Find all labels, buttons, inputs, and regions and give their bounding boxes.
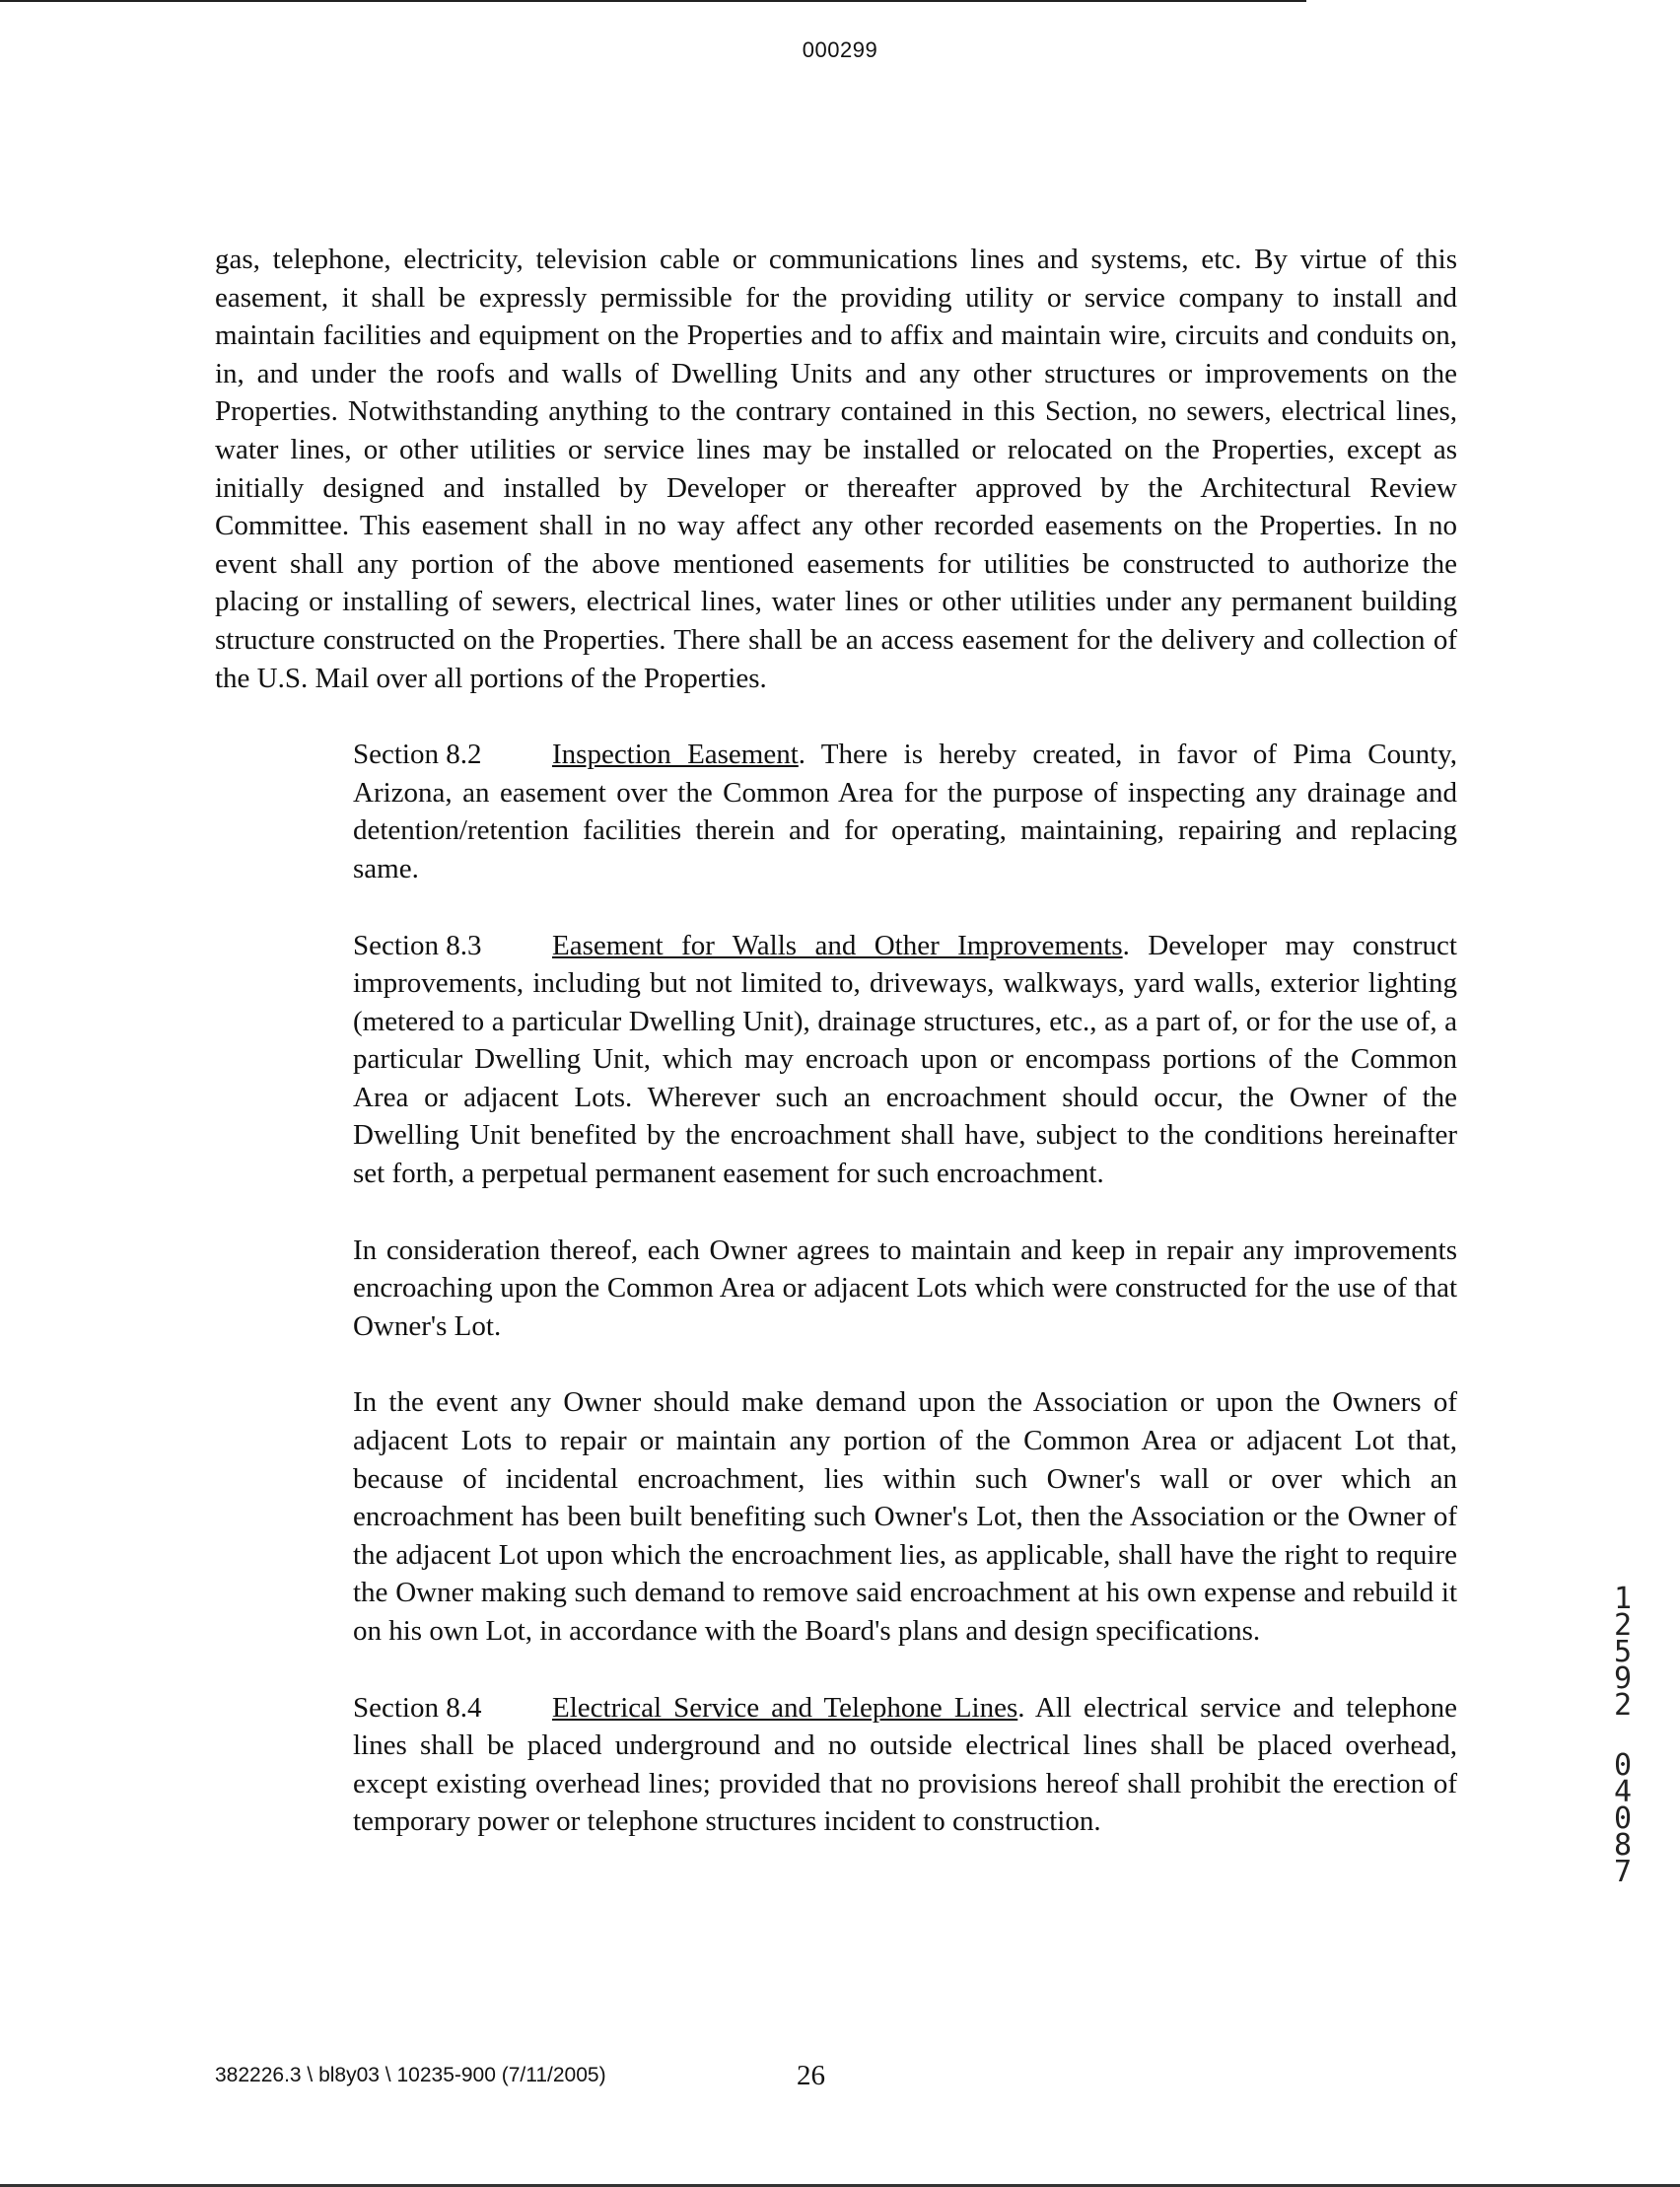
stamp-digit: 7 bbox=[1613, 1855, 1633, 1889]
paragraph-owner-demand: In the event any Owner should make demand upon the Association or upon the Owners of adjacent Lots to repair or maintain any portion of the Common Area or adjacent Lot that, because of incidental encroachment, lies within such Owner's wall or over which an encroachment has been built benefiting such Owner's Lot, then the Association or the Owner of the adjacent Lot upon which the encroachment lies, as applicable, shall have the right to require the Owner making such demand to remove said encroachment at his own expense and rebuild it on his own Lot, in accordance with the Board's plans and design specifications. bbox=[353, 1386, 1457, 1647]
paragraph-consideration: In consideration thereof, each Owner agrees to maintain and keep in repair any improvements encroaching upon the Common Area or adjacent Lots which were constructed for the use of that Owner's Lot. bbox=[353, 1234, 1457, 1342]
section-8-4 bbox=[215, 1689, 1457, 1841]
section-8-4-number: Section 8.4 bbox=[353, 1691, 482, 1724]
stamp-digit: 9 bbox=[1613, 1661, 1633, 1696]
stamp-digit: 1 bbox=[1613, 1582, 1633, 1616]
stamp-digit: 8 bbox=[1613, 1828, 1633, 1863]
bates-number: 000299 bbox=[802, 37, 878, 62]
footer-page-number: 26 bbox=[797, 2060, 825, 2091]
stamp-gap bbox=[1607, 1719, 1639, 1752]
section-8-2 bbox=[215, 736, 1457, 887]
stamp-digit: 0 bbox=[1613, 1748, 1633, 1783]
stamp-digit: 2 bbox=[1613, 1688, 1633, 1723]
document-body bbox=[215, 241, 1457, 1879]
section-8-2-number: Section 8.2 bbox=[353, 739, 482, 771]
paragraph-utilities-easement: gas, telephone, electricity, television cable or communications lines and systems, etc. By virtue of this easement, it shall be expressly permissible for the providing utility or service company to install and maintain facilities and equipment on the Properties and to affix and maintain wire, circuits and conduits on, in, and under the roofs and walls of Dwelling Units and any other structures or improvements on the Properties. Notwithstanding anything to the contrary contained in this Section, no sewers, electrical lines, water lines, or other utilities or service lines may be installed or relocated on the Properties, except as initially designed and installed by Developer or thereafter approved by the Architectural Review Committee. This easement shall in no way affect any other recorded easements on the Properties. In no event shall any portion of the above mentioned easements for utilities be constructed to authorize the placing or installing of sewers, electrical lines, water lines or other utilities under any permanent building structure constructed on the Properties. There shall be an access easement for the delivery and collection of the U.S. Mail over all portions of the Properties. bbox=[215, 244, 1457, 694]
stamp-digit: 4 bbox=[1613, 1775, 1633, 1809]
section-8-4-title: Electrical Service and Telephone Lines bbox=[552, 1691, 1018, 1724]
stamp-digit: 2 bbox=[1613, 1608, 1633, 1643]
section-8-4-text: . All electrical service and telephone lines shall be placed underground and no outside electrical lines shall be placed overhead, except existing overhead lines; provided that no provisions hereof shall prohibit the erection of temporary power or telephone structures incident to construction. bbox=[353, 1691, 1457, 1838]
section-8-3-title: Easement for Walls and Other Improvements bbox=[552, 929, 1123, 961]
section-8-3 bbox=[215, 927, 1457, 1193]
footer-document-id: 382226.3 \ bl8y03 \ 10235-900 (7/11/2005) bbox=[215, 2064, 606, 2086]
stamp-digit: 5 bbox=[1613, 1635, 1633, 1669]
scan-edge-top bbox=[0, 0, 1306, 2]
section-8-2-text: . There is hereby created, in favor of Pima County, Arizona, an easement over the Common Area for the purpose of inspecting any drainage and detention/retention facilities therein and for operating, maintaining, repairing and replacing same. bbox=[353, 739, 1457, 884]
section-8-3-number: Section 8.3 bbox=[353, 929, 482, 961]
recording-stamp bbox=[1607, 1582, 1639, 1889]
stamp-digit: 0 bbox=[1613, 1801, 1633, 1836]
section-8-3-text: . Developer may construct improvements, including but not limited to, driveways, walkways, yard walls, exterior lighting (metered to a particular Dwelling Unit), drainage structures, etc., as a part of, or for the use of, a particular Dwelling Unit, which may encroach upon or encompass portions of the Common Area or adjacent Lots. Wherever such an encroachment should occur, the Owner of the Dwelling Unit benefited by the encroachment shall have, subject to the conditions hereinafter set forth, a perpetual permanent easement for such encroachment. bbox=[353, 929, 1457, 1190]
section-8-2-title: Inspection Easement bbox=[552, 739, 799, 771]
